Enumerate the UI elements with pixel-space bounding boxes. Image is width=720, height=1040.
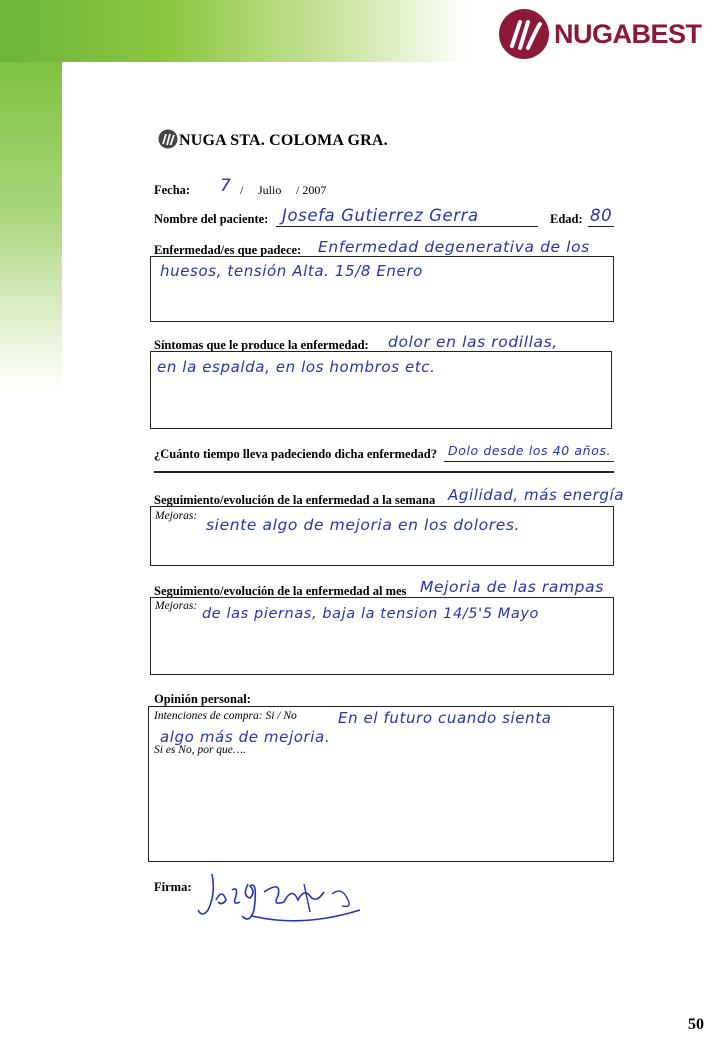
sintomas-line1: dolor en las rodillas, [388,333,558,351]
semana-mejoras-label: Mejoras: [155,510,198,522]
si-no-label: Si es No, por que…. [154,744,246,756]
semana-label: Seguimiento/evolución de la enfermedad a la semana [154,493,436,507]
edad-label: Edad: [550,212,583,226]
nugabest-logo-icon [498,8,550,60]
side-green-band [0,62,62,392]
form-company-name: NUGA STA. COLOMA GRA. [179,132,388,149]
semana-line1: Agilidad, más energía [448,486,625,504]
fecha-label: Fecha: [154,183,191,197]
brand-logo [498,6,714,60]
tiempo-label: ¿Cuánto tiempo lleva padeciendo dicha enfermedad? [154,447,437,461]
semana-line2: siente algo de mejoria en los dolores. [206,516,521,534]
signature-image [192,866,362,930]
sintomas-line2: en la espalda, en los hombros etc. [157,358,436,376]
mes-label: Seguimiento/evolución de la enfermedad al mes [154,584,407,598]
tiempo-value: Dolo desde los 40 años. [448,443,612,458]
header-green-band [0,0,470,62]
intenciones-label: Intenciones de compra: Si / No [154,710,297,722]
tiempo-underline [444,461,614,462]
nuga-logo-icon [158,128,178,150]
mes-line1: Mejoria de las rampas [420,578,604,596]
opinion-line1: En el futuro cuando sienta [338,709,552,727]
enfermedad-line2: huesos, tensión Alta. 15/8 Enero [160,262,423,280]
brand-name: NUGABEST [554,19,702,49]
opinion-line2: algo más de mejoria. [160,728,331,746]
section-divider [154,471,614,473]
semana-box [150,506,614,566]
enfermedad-line1: Enfermedad degenerativa de los [318,238,590,256]
paciente-value: Josefa Gutierrez Gerra [282,206,479,225]
mes-line2: de las piernas, baja la tension 14/5'5 Mayo [202,606,539,622]
fecha-month: Julio [258,183,282,197]
firma-label: Firma: [154,880,192,894]
mes-mejoras-label: Mejoras: [155,600,198,612]
sintomas-label: Síntomas que le produce la enfermedad: [154,338,369,352]
fecha-day: 7 [220,176,232,196]
fecha-separator: / [240,183,244,197]
paciente-label: Nombre del paciente: [154,212,269,226]
enfermedad-label: Enfermedad/es que padece: [154,243,302,257]
opinion-label: Opinión personal: [154,692,251,706]
page-number: 50 [688,1016,704,1033]
paciente-underline [276,226,538,227]
fecha-year: / 2007 [296,183,327,197]
edad-underline [588,226,614,227]
edad-value: 80 [590,206,613,225]
